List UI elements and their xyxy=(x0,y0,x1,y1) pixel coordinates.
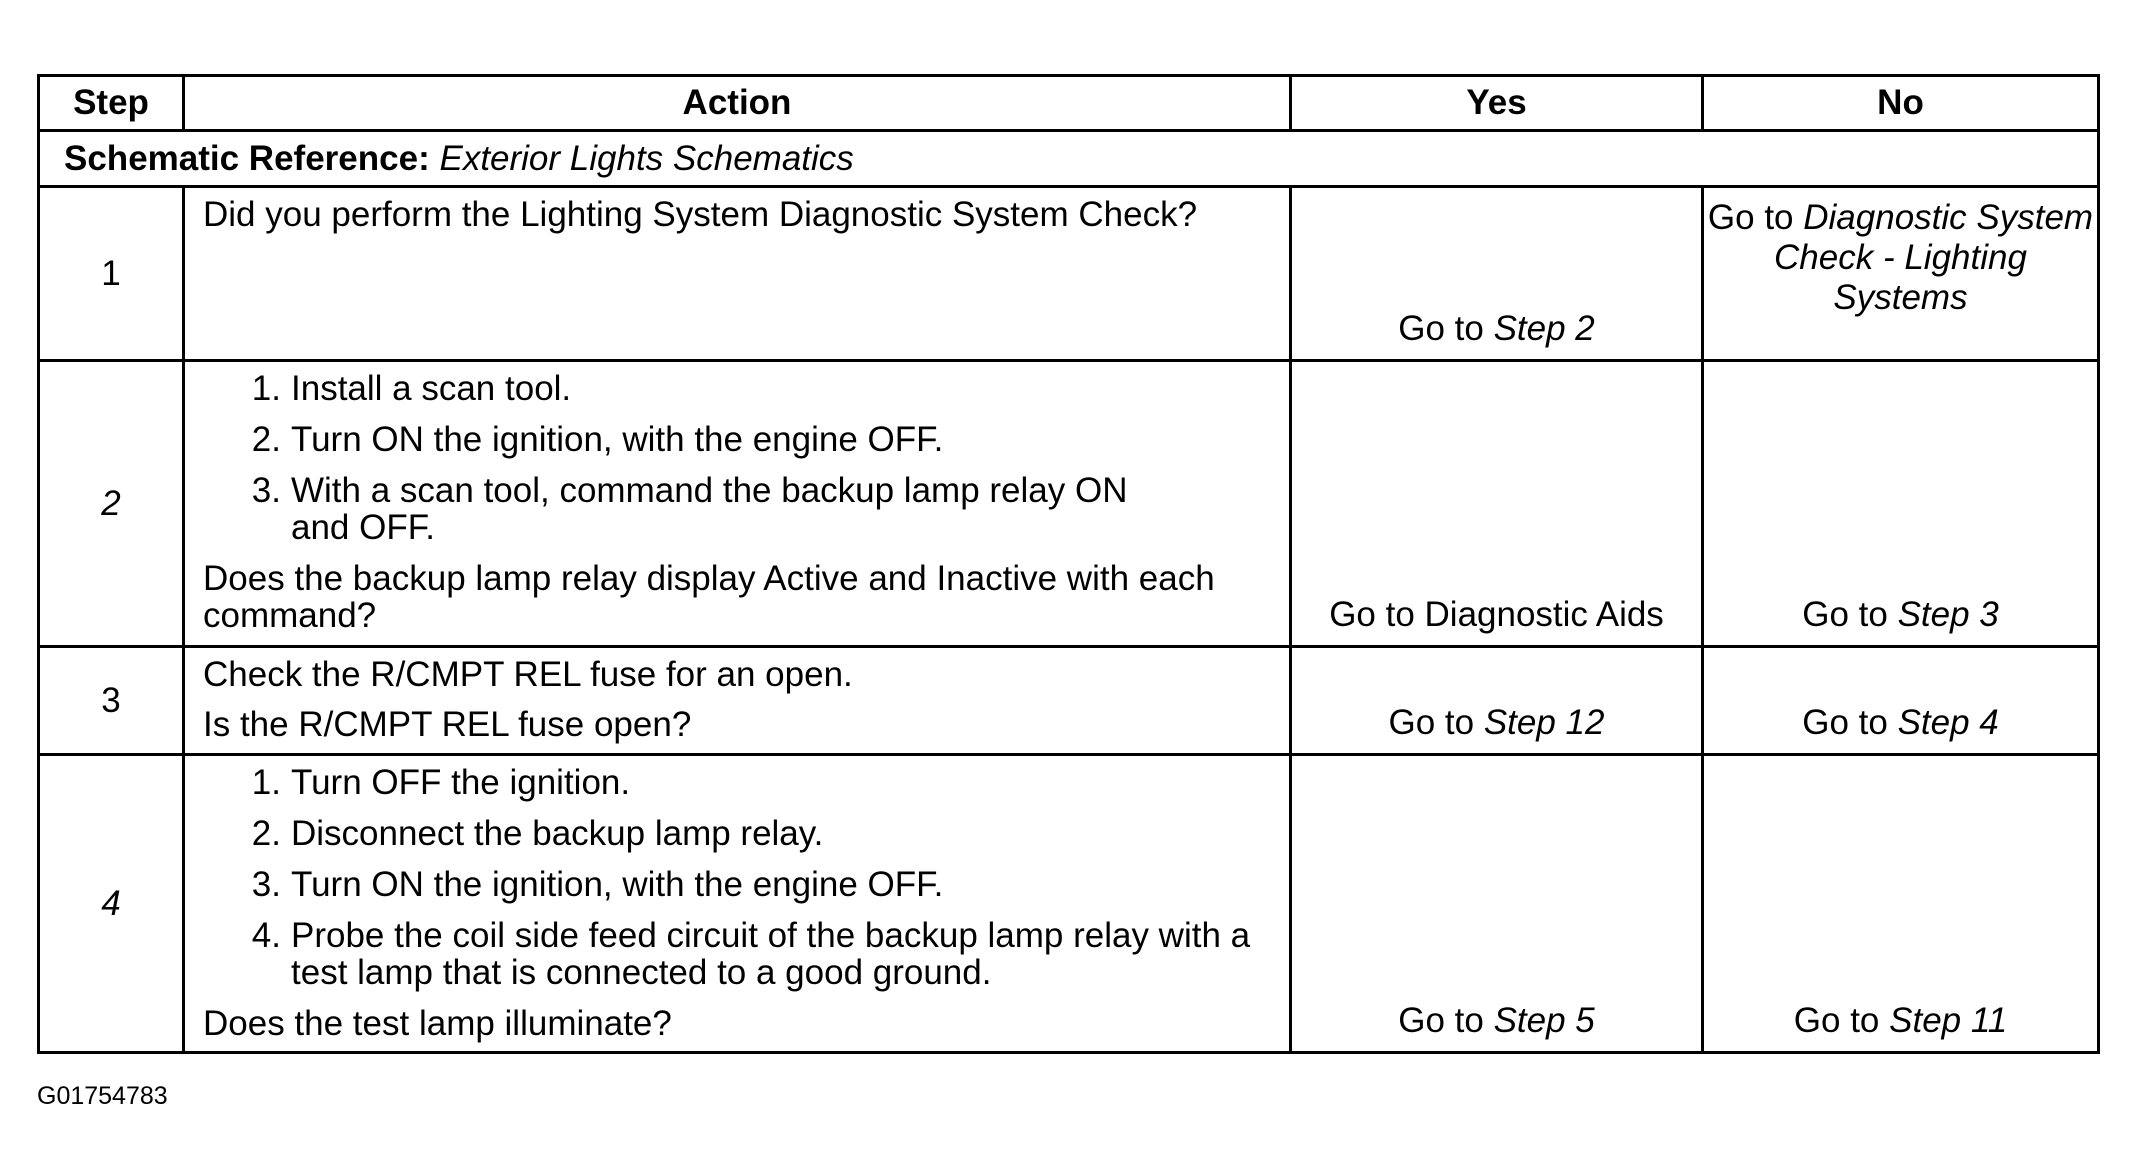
schematic-reference-row xyxy=(39,131,2099,187)
yes-link[interactable]: Step 5 xyxy=(1493,1001,1595,1040)
yes-cell xyxy=(1291,361,1703,647)
figure-id: G01754783 xyxy=(37,1082,168,1110)
table-row-step-3 xyxy=(39,647,2099,755)
list-item: 4. Probe the coil side feed circuit of the backup lamp relay with a test lamp that is connected to a good ground. xyxy=(251,916,1251,992)
action-cell xyxy=(184,647,1291,755)
step-question: Does the test lamp illuminate? xyxy=(203,1004,672,1043)
action-cell xyxy=(184,755,1291,1053)
yes-prefix: Go to xyxy=(1398,1001,1494,1040)
step-question: Is the R/CMPT REL fuse open? xyxy=(203,705,692,744)
no-prefix: Go to xyxy=(1793,1001,1890,1040)
header-no: No xyxy=(1703,76,2099,131)
no-prefix: Go to xyxy=(1802,703,1898,742)
step-number: 3 xyxy=(39,647,184,755)
header-step: Step xyxy=(39,76,184,131)
action-cell xyxy=(184,187,1291,361)
step-question: Did you perform the Lighting System Diagnostic System Check? xyxy=(203,195,1198,234)
step-number: 1 xyxy=(39,187,184,361)
list-item: 2. Disconnect the backup lamp relay. xyxy=(251,814,824,853)
no-prefix: Go to xyxy=(1802,595,1898,634)
step-number: 4 xyxy=(39,755,184,1053)
no-link[interactable]: Diagnostic System Check - Lighting Systems xyxy=(1774,198,2094,317)
step-number: 2 xyxy=(39,361,184,647)
table-row-step-1 xyxy=(39,187,2099,361)
list-item: 3. Turn ON the ignition, with the engine OFF. xyxy=(251,865,944,904)
list-item: 3. With a scan tool, command the backup lamp relay ON and OFF. xyxy=(251,471,1128,547)
yes-cell xyxy=(1291,187,1703,361)
yes-cell xyxy=(1291,755,1703,1053)
no-cell xyxy=(1703,755,2099,1053)
yes-prefix: Go to xyxy=(1388,703,1484,742)
table-row-step-4 xyxy=(39,755,2099,1053)
diagnostic-table xyxy=(37,74,2100,1054)
step-question: Does the backup lamp relay display Active and Inactive with each command? xyxy=(203,559,1215,635)
yes-link[interactable]: Go to Diagnostic Aids xyxy=(1329,595,1664,634)
list-item: 1. Turn OFF the ignition. xyxy=(251,763,631,802)
table-row-step-2 xyxy=(39,361,2099,647)
no-cell xyxy=(1703,647,2099,755)
action-cell xyxy=(184,361,1291,647)
no-cell xyxy=(1703,361,2099,647)
list-item: 2. Turn ON the ignition, with the engine OFF. xyxy=(251,420,944,459)
schematic-reference xyxy=(39,131,2099,187)
no-link[interactable]: Step 11 xyxy=(1889,1001,2008,1040)
step-instruction: Check the R/CMPT REL fuse for an open. xyxy=(203,655,853,694)
step-instructions xyxy=(203,370,1269,546)
no-link[interactable]: Step 3 xyxy=(1897,595,1999,634)
yes-prefix: Go to xyxy=(1398,309,1494,348)
table-header-row xyxy=(39,76,2099,131)
list-item: 1. Install a scan tool. xyxy=(251,369,572,408)
header-yes: Yes xyxy=(1291,76,1703,131)
yes-link[interactable]: Step 12 xyxy=(1483,703,1605,742)
header-action: Action xyxy=(184,76,1291,131)
step-instructions xyxy=(203,764,1269,991)
schematic-reference-label: Schematic Reference: xyxy=(64,138,430,178)
no-link[interactable]: Step 4 xyxy=(1897,703,1999,742)
yes-cell xyxy=(1291,647,1703,755)
no-cell xyxy=(1703,187,2099,361)
yes-link[interactable]: Step 2 xyxy=(1493,309,1595,348)
schematic-reference-link[interactable]: Exterior Lights Schematics xyxy=(439,138,854,178)
no-prefix: Go to xyxy=(1707,198,1804,237)
